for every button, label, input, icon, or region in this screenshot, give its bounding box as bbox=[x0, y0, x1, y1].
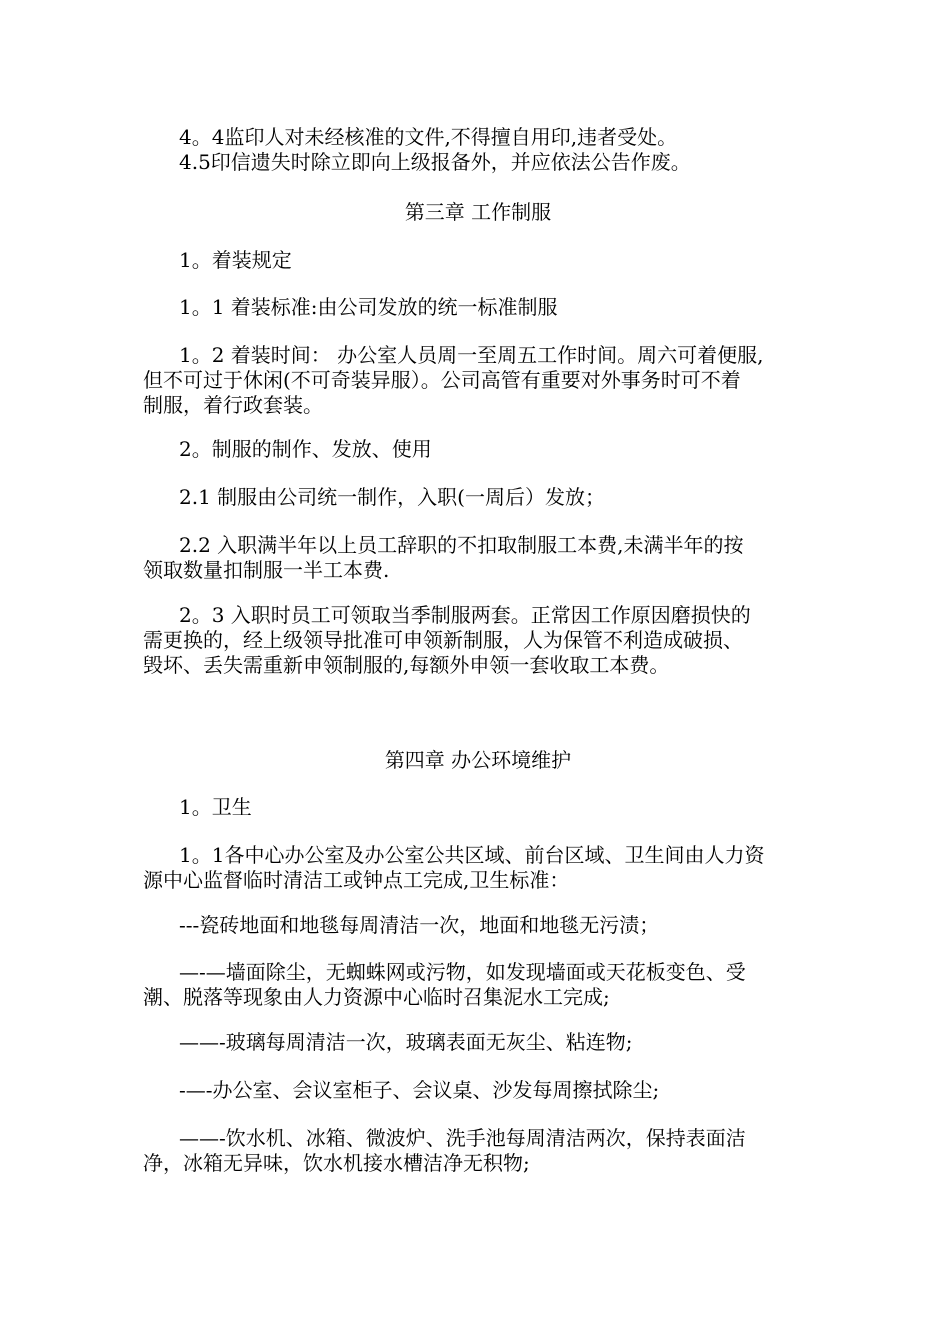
paragraph-1-2 bbox=[143, 343, 813, 418]
paragraph-line: 需更换的，经上级领导批准可申领新制服，人为保管不利造成破损、 bbox=[143, 628, 743, 652]
paragraph-line: 毁坏、丢失需重新申领制服的,每额外申领一套收取工本费。 bbox=[143, 653, 670, 677]
paragraph-line: 1。卫生 bbox=[179, 795, 252, 819]
cleaning-item-wall bbox=[143, 960, 813, 1010]
section-2-title bbox=[143, 437, 813, 462]
paragraph-line: 制服，着行政套装。 bbox=[143, 393, 323, 417]
paragraph-line: 源中心监督临时清洁工或钟点工完成,卫生标准： bbox=[143, 868, 570, 892]
paragraph-line: 4.5印信遗失时除立即向上级报备外，并应依法公告作废。 bbox=[179, 150, 691, 174]
paragraph-1-1 bbox=[143, 295, 813, 320]
cleaning-item-furniture bbox=[143, 1078, 813, 1103]
paragraph-line: 1。1 着装标准:由公司发放的统一标准制服 bbox=[179, 295, 558, 319]
paragraph-line: ---瓷砖地面和地毯每周清洁一次，地面和地毯无污渍； bbox=[179, 913, 660, 937]
paragraph-line: 净，冰箱无异味，饮水机接水槽洁净无积物; bbox=[143, 1151, 530, 1175]
chapter-3-heading: 第三章 工作制服 bbox=[404, 200, 552, 224]
paragraph-2-3 bbox=[143, 603, 813, 678]
paragraph-line: ——-玻璃每周清洁一次，玻璃表面无灰尘、粘连物; bbox=[179, 1030, 633, 1054]
section-hygiene-title bbox=[143, 795, 813, 820]
paragraph-line: -—-办公室、会议室柜子、会议桌、沙发每周擦拭除尘; bbox=[179, 1078, 660, 1102]
chapter-4-heading: 第四章 办公环境维护 bbox=[384, 748, 572, 772]
paragraph-line: 潮、脱落等现象由人力资源中心临时召集泥水工完成; bbox=[143, 985, 610, 1009]
paragraph-hygiene-1-1 bbox=[143, 843, 813, 893]
paragraph-line: 1。2 着装时间： 办公室人员周一至周五工作时间。周六可着便服, bbox=[179, 343, 764, 367]
paragraph-2-1 bbox=[143, 485, 813, 510]
paragraph-line: 2。3 入职时员工可领取当季制服两套。正常因工作原因磨损快的 bbox=[179, 603, 751, 627]
cleaning-item-appliances bbox=[143, 1126, 813, 1176]
paragraph-line: 4。4监印人对未经核准的文件,不得擅自用印,违者受处。 bbox=[179, 125, 678, 149]
section-1-title bbox=[143, 248, 813, 273]
paragraph-line: 1。着装规定 bbox=[179, 248, 292, 272]
paragraph-4-4 bbox=[143, 125, 813, 150]
cleaning-item-glass bbox=[143, 1030, 813, 1055]
paragraph-2-2 bbox=[143, 533, 813, 583]
paragraph-line: 2.2 入职满半年以上员工辞职的不扣取制服工本费,未满半年的按 bbox=[179, 533, 744, 557]
paragraph-line: 领取数量扣制服一半工本费. bbox=[143, 558, 390, 582]
paragraph-line: ——-饮水机、冰箱、微波炉、洗手池每周清洁两次，保持表面洁 bbox=[179, 1126, 746, 1150]
paragraph-line: 2.1 制服由公司统一制作，入职(一周后）发放； bbox=[179, 485, 605, 509]
paragraph-line: 但不可过于休闲(不可奇装异服）。公司高管有重要对外事务时可不着 bbox=[143, 368, 741, 392]
paragraph-4-5 bbox=[143, 150, 813, 175]
cleaning-item-floor bbox=[143, 913, 813, 938]
paragraph-line: 2。制服的制作、发放、使用 bbox=[179, 437, 432, 461]
paragraph-line: 1。1各中心办公室及办公室公共区域、前台区域、卫生间由人力资 bbox=[179, 843, 765, 867]
paragraph-line: —-—墙面除尘，无蜘蛛网或污物，如发现墙面或天花板变色、受 bbox=[179, 960, 746, 984]
